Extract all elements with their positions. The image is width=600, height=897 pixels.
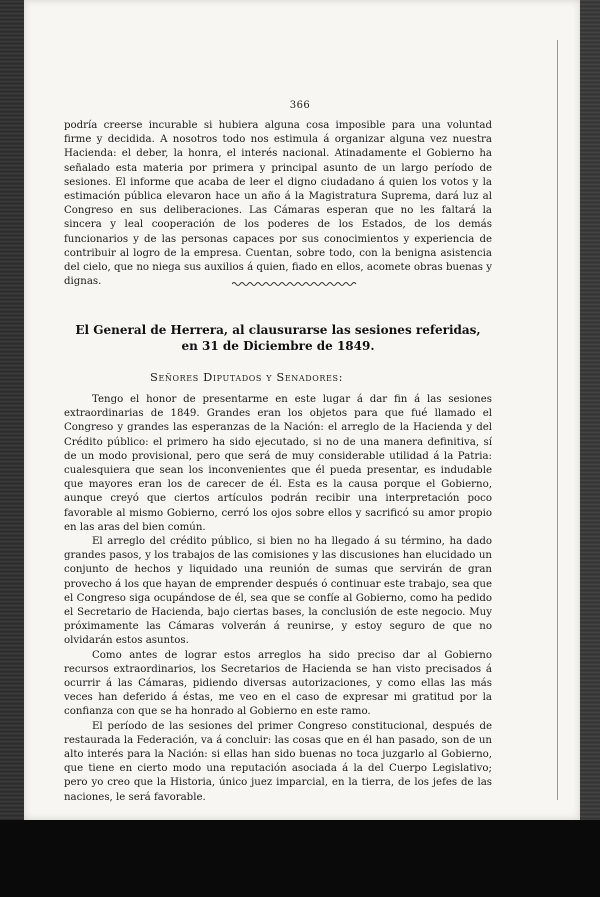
speech-body — [64, 393, 492, 805]
page-number: 366 — [289, 100, 311, 111]
scan-edge-left — [0, 0, 24, 897]
scan-bottom-border — [0, 820, 600, 897]
scan-edge-right — [580, 0, 600, 897]
speech-paragraph: Como antes de lograr estos arreglos ha sido preciso dar al Gobierno recursos extraordinarios, los Secretarios de Hacienda se han visto precisados á ocurrir á las Cámaras, pidiendo diversas autorizaciones, y como ellas las más veces han deferido á éstas, me veo en el caso de expresar mi gratitud por la confianza con que se ha honrado al Gobierno en este ramo. — [64, 649, 492, 718]
speech-paragraph: El arreglo del crédito público, si bien no ha llegado á su término, ha dado grandes pasos, y los trabajos de las comisiones y las discusiones han elucidado un conjunto de hechos y liquidado una reunión de sumas que servirán de gran provecho á los que hayan de emprender después ó continuar este trabajo, sea que el Congreso siga ocupándose de él, sea que se confíe al Gobierno, como ha pedido el Secretario de Hacienda, bajo ciertas bases, la conclusión de este negocio. Muy próximamente las Cámaras volverán á reunirse, y estoy seguro de que no olvidarán estos asuntos. — [64, 536, 492, 647]
section-divider — [232, 281, 358, 287]
continuation-text: podría creerse incurable si hubiera alguna cosa imposible para una voluntad firme y decidida. A nosotros todo nos estimula á organizar alguna vez nuestra Hacienda: el deber, la honra, el interés nacional. Atinadamente el Gobierno ha señalado esta materia por primera y principal asunto de un largo período de sesiones. El informe que acaba de leer el digno ciudadano á quien los votos y la estimación pública elevaron hace un año á la Magistratura Suprema, dará luz al Congreso en sus deliberaciones. Las Cámaras esperan que no les faltará la sincera y leal cooperación de los poderes de los Estados, de los demás funcionarios y de las personas capaces por sus conocimientos y experiencia de contribuir al logro de la empresa. Cuentan, sobre todo, con la benigna asistencia del cielo, que no niega sus auxilios á quien, fiado en ellos, acomete obras buenas y dignas. — [64, 120, 492, 288]
speech-paragraph: Tengo el honor de presentarme en este lugar á dar fin á las sesiones extraordinarias de 1849. Grandes eran los objetos para que fué llamado el Congreso y grandes las esperanzas de la Nación: el arreglo de la Hacienda y del Crédito público: el primero ha sido ejecutado, si no de una manera definitiva, sí de un modo provisional, pero que será de muy considerable utilidad á la Patria: cualesquiera que sean los inconvenientes que él pueda presentar, es indudable que mayores eran los de carecer de él. Esta es la causa porque el Gobierno, aunque creyó que ciertos artículos podrán recibir una interpretación poco favorable al mismo Gobierno, cerró los ojos sobre ellos y sacrificó su amor propio en las aras del bien común. — [64, 394, 492, 533]
salutation: Señores Diputados y Senadores: — [150, 370, 344, 384]
section-heading — [64, 322, 492, 354]
page-margin-line — [557, 40, 558, 800]
speech-paragraph: El período de las sesiones del primer Congreso constitucional, después de restaurada la Federación, va á concluir: las cosas que en él han pasado, son de un alto interés para la Nación: si ellas han sido buenas no toca juzgarlo al Gobierno, que tiene en cierto modo una reputación asociada á la del Cuerpo Legislativo; pero yo creo que la Historia, único juez imparcial, en la tierra, de los jefes de las naciones, le será favorable. — [64, 720, 492, 803]
heading-line-1: El General de Herrera, al clausurarse las sesiones referidas, — [75, 323, 481, 337]
continuation-paragraph — [64, 119, 492, 289]
heading-line-2: en 31 de Diciembre de 1849. — [181, 339, 375, 353]
